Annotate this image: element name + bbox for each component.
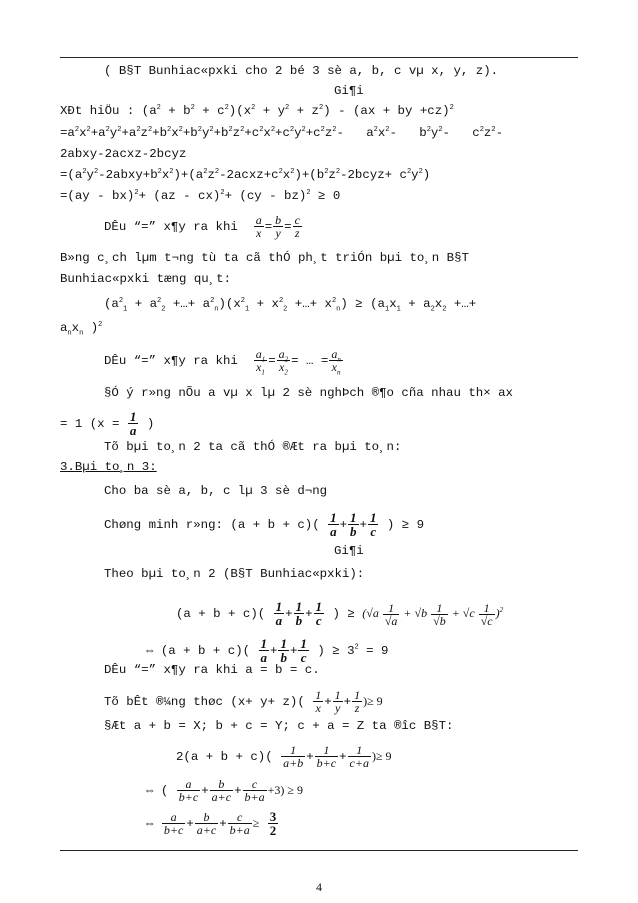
step-inequality-4: 2(a + b + c)( $\frac{1}{a+b}$ + $\frac{1}{b+c}$ + $\frac{1}{c+a}$ )≥ 9 bbox=[176, 743, 392, 770]
equality-text-2: DÊu “=” x¶y ra khi bbox=[104, 353, 238, 368]
paragraph-line-2: Bunhiac«pxki tæng qu¸t: bbox=[60, 272, 232, 286]
prove-statement: Chøng minh r»ng: (a + b + c)( $\frac{1}{a}$ + $\frac{1}{b}$ + $\frac{1}{c}$ ) ≥ 9 bbox=[104, 510, 425, 539]
section-heading: 3.Bµi to¸n 3: bbox=[60, 460, 157, 474]
formula-line-1: XÐt hiÖu : $(a^2 + b^2 + c^2)(x^2 + y^2 + z^2) - (ax$ + by +cz)$^2$ bbox=[60, 103, 454, 118]
general-inequality-2: $a_nx_n$ )$^2$ bbox=[60, 320, 103, 338]
step-prefix: Tõ bÊt ®¼ng thøc (x+ y+ z)( bbox=[104, 694, 305, 709]
step-inequality-6: ⇔ $\frac{a}{b+c}$ + $\frac{b}{a+c}$ + $\frac{c}{b+a}$ ≥ $\frac{3}{2}$ bbox=[146, 809, 277, 838]
step-inequality-5: ⇔ ( $\frac{a}{b+c}$ + $\frac{b}{a+c}$ + $\frac{c}{b+a}$ +3) ≥ 9 bbox=[146, 777, 303, 804]
formula-line-3: 2abxy-2acxz-2bcyz bbox=[60, 147, 187, 161]
prove-suffix: ) ≥ 9 bbox=[386, 517, 425, 532]
equality-condition-3: DÊu “=” x¶y ra khi a = b = c. bbox=[104, 663, 320, 677]
reciprocal-line: = 1 (x = $\frac{1}{a}$ ) bbox=[60, 409, 155, 438]
step-inequality-3: Tõ bÊt ®¼ng thøc (x+ y+ z)( $\frac{1}{x}$ + $\frac{1}{y}$ + $\frac{1}{z}$ )≥ 9 bbox=[104, 688, 383, 715]
step-inequality-1: (a + b + c)( $\frac{1}{a}$ + $\frac{1}{b}$ + $\frac{1}{c}$ ) ≥ (√a $\frac{1}{√a}$ + √b $\frac{1}{√b}$ + √c $\frac{1}{√c}$ )$^2$ bbox=[176, 599, 504, 628]
formula-prefix: XÐt hiÖu : bbox=[60, 104, 142, 118]
step-inequality-2: ⇔ (a + b + c)( $\frac{1}{a}$ + $\frac{1}{b}$ + $\frac{1}{c}$ ) ≥ $3^2 = 9$ bbox=[146, 636, 389, 665]
prove-prefix: Chøng minh r»ng: (a + b + c)( bbox=[104, 517, 320, 532]
solution-heading-1: Gi¶i bbox=[334, 84, 364, 98]
substitution-line: §Æt a + b = X; b + c = Y; c + a = Z ta ®îc B§T: bbox=[104, 719, 454, 733]
theorem-reference: Theo bµi to¸n 2 (B§T Bunhiac«pxki): bbox=[104, 567, 365, 581]
equality-condition-1: DÊu “=” x¶y ra khi $\frac{a}{x}$ = $\frac{b}{y}$ = $\frac{c}{z}$ bbox=[104, 213, 300, 240]
equality-condition-2: DÊu “=” x¶y ra khi $\frac{a_1}{x_1}$ = $\frac{a_2}{x_2}$ = … = $\frac{a_n}{x_n}$ bbox=[104, 347, 341, 377]
header-rule bbox=[60, 57, 578, 58]
paragraph-line-4: Tõ bµi to¸n 2 ta cã thÓ ®Æt ra bµi to¸n: bbox=[104, 440, 402, 454]
formula-line-5: =(ay - bx)$^2$+ (az - cx)$^2$+ (cy - bz)$^2$ ≥ 0 bbox=[60, 188, 341, 203]
footer-rule bbox=[60, 850, 578, 851]
formula-line-2: $=a^2x^2+a^2y^2+a^2z^2+b^2x^2+b^2y^2+b^2z^2+c^2x^2+c^2y^2+c^2z^2-$ $a^2x^2-$ $b^2y^2-$ $c^2z^2-$ bbox=[60, 125, 503, 140]
problem-statement: Cho ba sè a, b, c lµ 3 sè d¬ng bbox=[104, 484, 328, 498]
formula-line-4: $=(a^2y^2-2abxy+b^2x^2)+(a^2z^2-2acxz+c^2x^2)+(b^2z^2-2bcyz+ c^2y^2)$ bbox=[60, 167, 431, 182]
solution-heading-2: Gi¶i bbox=[334, 544, 364, 558]
intro-line: ( B§T Bunhiac«pxki cho 2 bé 3 sè a, b, c vµ x, y, z). bbox=[104, 64, 499, 78]
general-inequality-1: ($a^2_1 + a^2_2$ +…+ $a^2_n)(x^2_1 + x^2_2$ +…+ $x^2_n) \ge (a_1x_1 + a_2x_2$ +…+ bbox=[104, 296, 477, 314]
paragraph-line-1: B»ng c¸ch lµm t¬ng tù ta cã thÓ ph¸t triÓn bµi to¸n B§T bbox=[60, 251, 469, 265]
equality-text: DÊu “=” x¶y ra khi bbox=[104, 219, 238, 234]
page-number: 4 bbox=[316, 880, 322, 894]
paragraph-line-3: §Ó ý r»ng nÕu a vµ x lµ 2 sè nghÞch ®¶o cña nhau th× ax bbox=[104, 386, 513, 400]
